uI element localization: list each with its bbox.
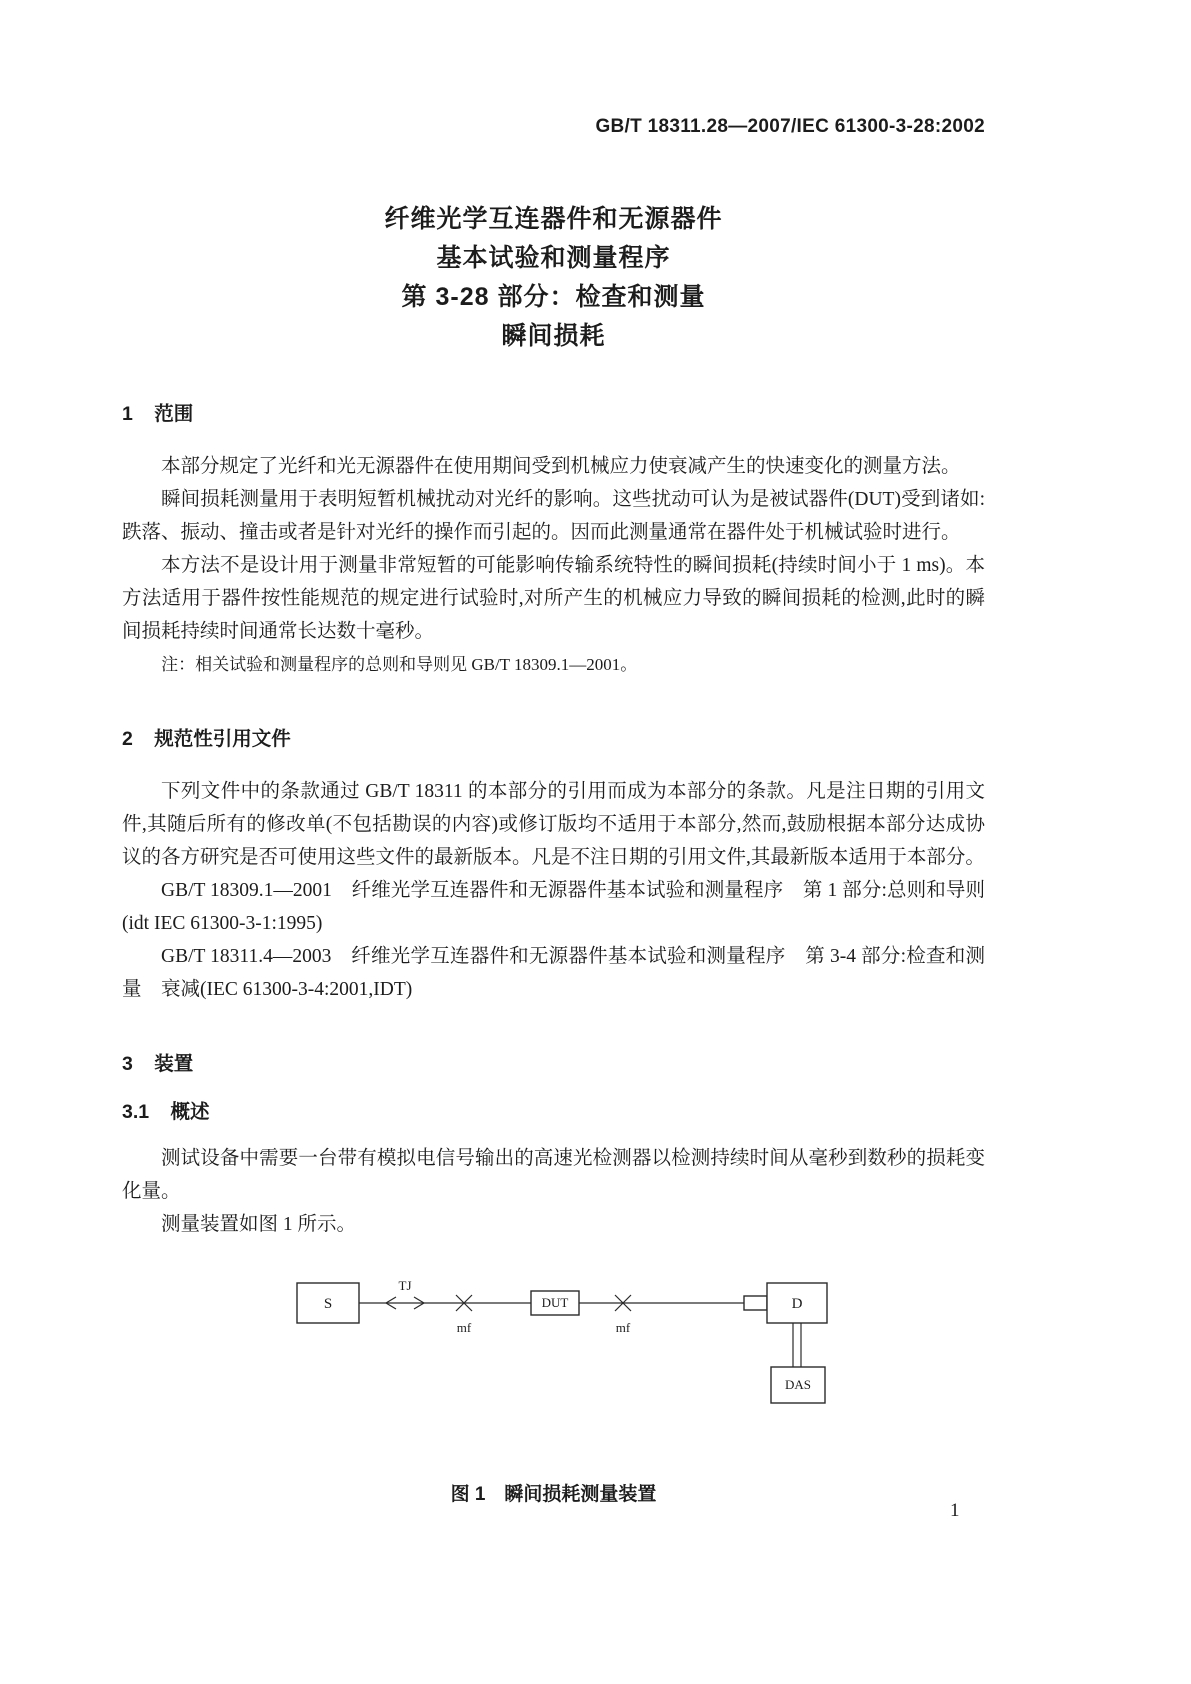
detector-label: D	[791, 1296, 803, 1312]
note-text: 注：相关试验和测量程序的总则和导则见 GB/T 18309.1—2001。	[161, 655, 638, 674]
document-title	[122, 200, 985, 356]
paragraph: 本部分规定了光纤和光无源器件在使用期间受到机械应力使衰减产生的快速变化的测量方法。	[161, 456, 961, 477]
tj-label: TJ	[398, 1278, 412, 1293]
section-heading-apparatus	[122, 1052, 985, 1076]
das-label: DAS	[784, 1377, 812, 1392]
title-line-4: 瞬间损耗	[501, 322, 606, 350]
mf-label-1: mf	[456, 1320, 472, 1335]
mf-label-2: mf	[615, 1320, 631, 1335]
reference-entry: GB/T 18309.1—2001 纤维光学互连器件和无源器件基本试验和测量程序 第 1 部分:总则和导则(idt IEC 61300-3-1:1995)	[122, 880, 985, 934]
section-heading-normative-references	[122, 727, 985, 751]
doc-number: GB/T 18311.28—2007/IEC 61300-3-28:2002	[595, 116, 985, 137]
dut-label: DUT	[541, 1295, 569, 1310]
paragraph: 测试设备中需要一台带有模拟电信号输出的高速光检测器以检测持续时间从毫秒到数秒的损耗变化量。	[122, 1148, 985, 1202]
figure-caption: 图 1 瞬间损耗测量装置	[450, 1484, 657, 1505]
page-number: 1	[950, 1500, 960, 1521]
detector-connector	[744, 1296, 767, 1310]
subsection-number: 3.1	[122, 1101, 150, 1123]
paragraph: 测量装置如图 1 所示。	[161, 1214, 357, 1235]
reference-entry: GB/T 18311.4—2003 纤维光学互连器件和无源器件基本试验和测量程序 第 3-4 部分:检查和测量 衰减(IEC 61300-3-4:2001,IDT)	[122, 946, 985, 1000]
title-line-2: 基本试验和测量程序	[436, 244, 671, 272]
paragraph: 下列文件中的条款通过 GB/T 18311 的本部分的引用而成为本部分的条款。凡是注日期的引用文件,其随后所有的修改单(不包括勘误的内容)或修订版均不适用于本部分,然而,鼓励根据本部分达成协议的各方研究是否可使用这些文件的最新版本。凡是不注日期的引用文件,其最新版本适用于本部分。	[122, 781, 985, 868]
paragraph: 瞬间损耗测量用于表明短暂机械扰动对光纤的影响。这些扰动可认为是被试器件(DUT)受到诸如:跌落、振动、撞击或者是针对光纤的操作而引起的。因而此测量通常在器件处于机械试验时进行。	[122, 489, 985, 543]
section-title: 装置	[154, 1053, 194, 1075]
section-title: 规范性引用文件	[154, 728, 291, 750]
title-line-1: 纤维光学互连器件和无源器件	[384, 205, 723, 233]
measurement-setup-diagram	[287, 1275, 847, 1415]
section-heading-scope	[122, 402, 985, 426]
section-number: 3	[122, 1053, 133, 1075]
paragraph: 本方法不是设计用于测量非常短暂的可能影响传输系统特性的瞬间损耗(持续时间小于 1 ms)。本方法适用于器件按性能规范的规定进行试验时,对所产生的机械应力导致的瞬间损耗的检测,此时的瞬间损耗持续时间通常长达数十毫秒。	[122, 555, 985, 642]
subsection-heading-overview	[122, 1100, 985, 1124]
section-title: 范围	[154, 403, 194, 425]
title-line-3: 第 3-28 部分：检查和测量	[401, 283, 706, 311]
source-label: S	[323, 1296, 333, 1312]
section-number: 2	[122, 728, 133, 750]
figure-measurement-setup	[287, 1275, 847, 1415]
section-number: 1	[122, 403, 133, 425]
subsection-title: 概述	[170, 1101, 210, 1123]
